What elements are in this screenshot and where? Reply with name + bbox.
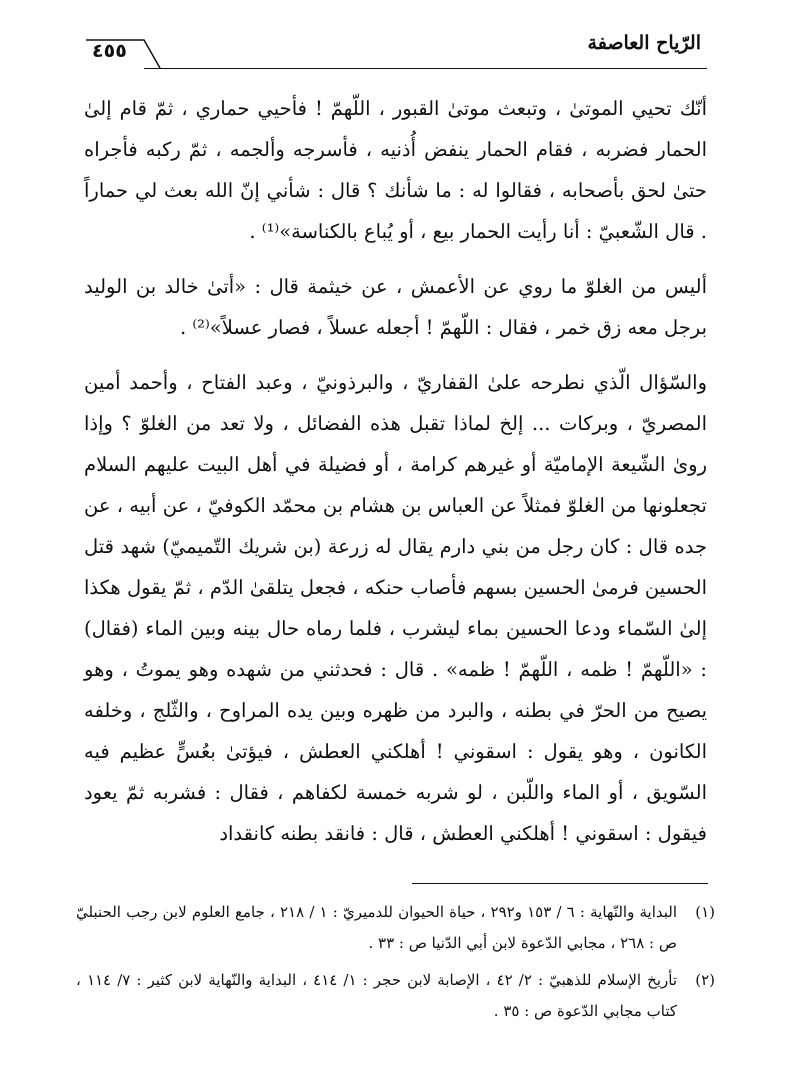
running-header: [84, 28, 707, 72]
main-text: [84, 88, 707, 854]
paragraph-1: أنّك تحيي الموتىٰ ، وتبعث موتىٰ القبور ، اللّهمّ ! فأحيي حماري ، ثمّ قام إلىٰ الحمار فضربه ، فقام الحمار ينفض أُذنيه ، فأسرجه وألجمه ، ثمّ ركبه فأجراه حتىٰ لحق بأصحابه ، فقالوا له : ما شأنك ؟ قال : شأني إنّ الله بعث لي حماراً . قال الشّعبيّ : أنا رأيت الحمار بيع ، أو يُباع بالكناسة»⁽¹⁾ .: [84, 97, 707, 243]
paragraph-2: أليس من الغلوّ ما روي عن الأعمش ، عن خيثمة قال : «أتىٰ خالد بن الوليد برجل معه زق خمر ، فقال : اللّهمّ ! أجعله عسلاً ، فصار عسلاً»⁽²⁾ .: [84, 275, 707, 339]
page-number-box: [84, 36, 162, 66]
footnote-2-text: تأريخ الإسلام للذهبيّ : ٢/ ٤٢ ، الإصابة لابن حجر : ١/ ٤١٤ ، البداية والنّهاية لابن كثير : ٧/ ١١٤ ، كتاب مجابي الدّعوة ص : ٣٥ .: [76, 971, 678, 1020]
footnote-1-number: (١): [695, 903, 715, 921]
footnote-1: [76, 897, 715, 959]
footnote-2-number: (٢): [695, 971, 715, 989]
footnote-1-text: البداية والنّهاية : ٦ / ١٥٣ و٢٩٢ ، حياة الحيوان للدميريّ : ١ / ٢١٨ ، جامع العلوم لابن رجب الحنبليّ ص : ٢٦٨ ، مجابي الدّعوة لابن أبي الدّنيا ص : ٣٣ .: [76, 903, 677, 952]
footnotes: [76, 897, 715, 1033]
footnote-separator: [412, 883, 708, 884]
page-number: ٤٥٥: [92, 40, 127, 62]
header-rule: [144, 68, 707, 69]
header-title: الرّياح العاصفة: [587, 32, 701, 54]
paragraph-3: والسّؤال الّذي نطرحه علىٰ القفاريّ ، والبرذونيّ ، وعبد الفتاح ، وأحمد أمين المصريّ ، وبركات ... إلخ لماذا تقبل هذه الفضائل ، ولا تعد من الغلوّ ؟ وإذا روىٰ الشّيعة الإماميّة أو غيرهم كرامة ، أو فضيلة في أهل البيت عليهم السلام تجعلونها من الغلوّ فمثلاً عن العباس بن هشام بن محمّد الكوفيّ ، عن أبيه ، عن جده قال : كان رجل من بني دارم يقال له زرعة (بن شريك التّميميّ) شهد قتل الحسين فرمىٰ الحسين بسهم فأصاب حنكه ، فجعل يتلقىٰ الدّم ، ثمّ يقول هكذا إلىٰ السّماء ودعا الحسين بماء ليشرب ، فلما رماه حال بينه وبين الماء (فقال) : «اللّهمّ ! ظمه ، اللّهمّ ! ظمه» . قال : فحدثني من شهده وهو يموتُ ، وهو يصيح من الحرّ في بطنه ، والبرد من ظهره وبين يده المراوح ، والثّلج ، وخلفه الكانون ، وهو يقول : اسقوني ! أهلكني العطش ، فيؤتىٰ بعُسٍّ عظيم فيه السّويق ، أو الماء واللّبن ، لو شربه خمسة لكفاهم ، فقال : فشربه ثمّ يعود فيقول : اسقوني ! أهلكني العطش ، قال : فانقد بطنه كانقداد: [84, 371, 707, 845]
footnote-2: [76, 965, 715, 1027]
